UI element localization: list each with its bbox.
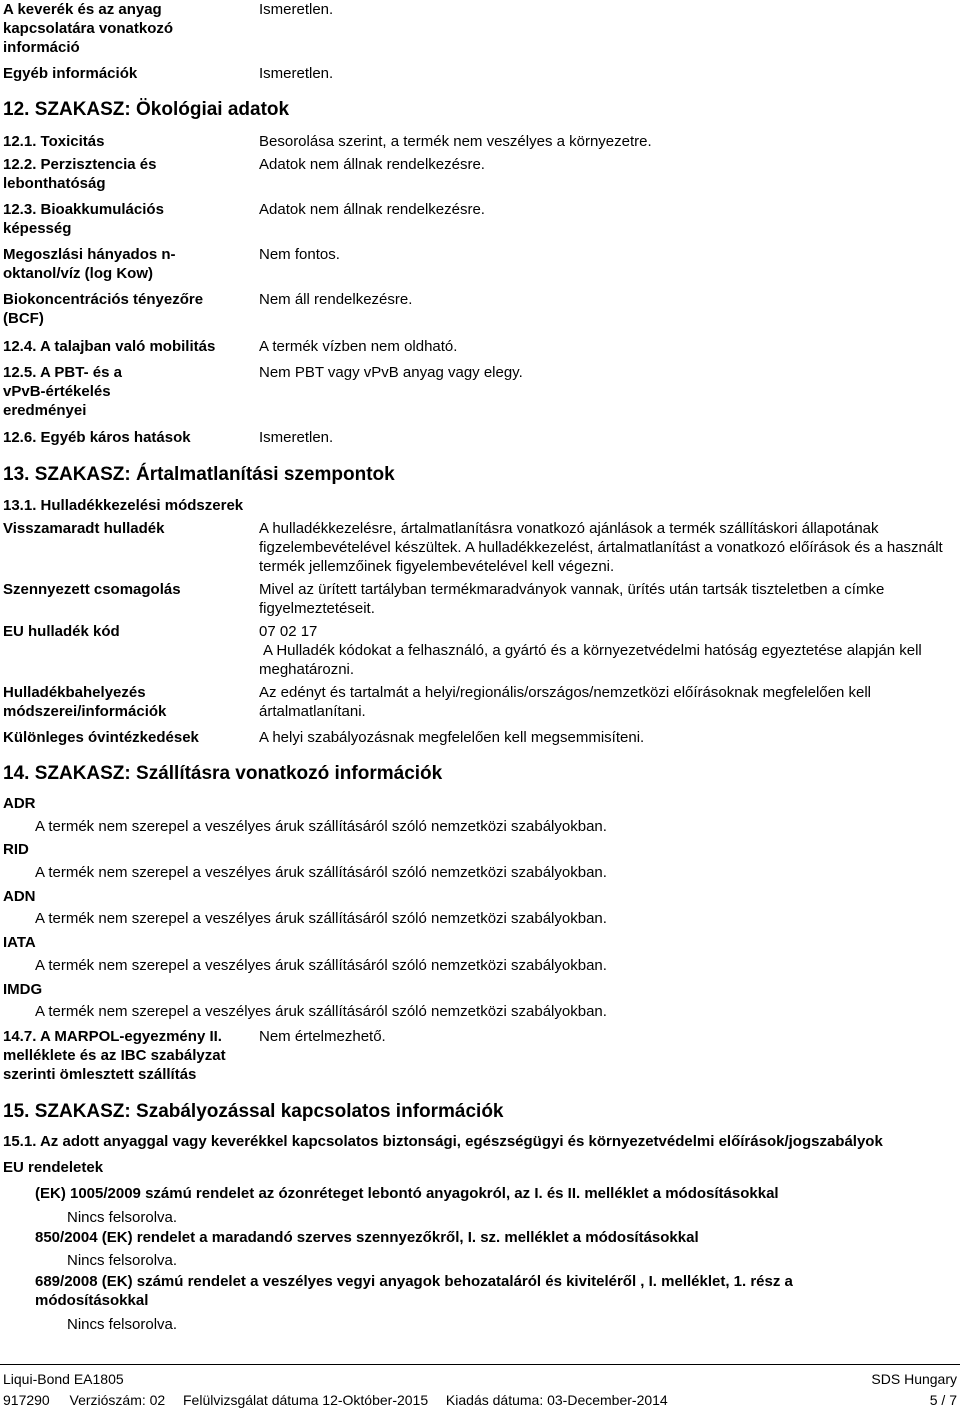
s13-label-packaging: Szennyezett csomagolás (3, 581, 181, 598)
s12-label-pbt: 12.5. A PBT- és a vPvB-értékelés eredményei (3, 364, 122, 419)
s13-value-precautions: A helyi szabályozásnak megfelelően kell megsemmisíteni. (259, 729, 645, 746)
s12-value-pbt: Nem PBT vagy vPvB anyag vagy elegy. (259, 364, 523, 381)
footer-page: 5 / 7 (929, 1392, 957, 1408)
s12-label-log-kow: Megoszlási hányados n-oktanol/víz (log Kow) (3, 246, 176, 282)
s15-reg-title: 689/2008 (EK) számú rendelet a veszélyes vegyi anyagok behozataláról és kiviteléről , I. melléklet, 1. rész a módosításokkal (35, 1273, 793, 1309)
footer-divider (0, 1364, 960, 1365)
s12-value-bcf: Nem áll rendelkezésre. (259, 291, 413, 308)
footer-code: 917290 (3, 1392, 50, 1408)
s12-label-bcf: Biokoncentrációs tényezőre (BCF) (3, 291, 204, 327)
s13-label-eu-code: EU hulladék kód (3, 623, 120, 640)
s14-mode-rid: RID (3, 841, 29, 858)
s13-value-residual: A hulladékkezelésre, ártalmatlanításra vonatkozó ajánlások a termék szállításkori állapotának figzelembevételével készültek. A hulladékkezelést, ártalmatlanítást a vonatkozó előírások és a használt termék jellemzőinek figyelembevételével kell végezni. (259, 520, 943, 575)
s11-label-mixture: A keverék és az anyag kapcsolatára vonatkozó információ (3, 1, 174, 56)
footer-product: Liqui-Bond EA1805 (3, 1371, 124, 1387)
s12-value-mobility: A termék vízben nem oldható. (259, 338, 458, 355)
s12-value-persistence: Adatok nem állnak rendelkezésre. (259, 156, 485, 173)
s14-text-adr: A termék nem szerepel a veszélyes áruk szállításáról szóló nemzetközi szabályokban. (35, 818, 607, 835)
s12-label-mobility: 12.4. A talajban való mobilitás (3, 338, 216, 355)
s14-mode-iata: IATA (3, 934, 36, 951)
s13-value-eu-code: A Hulladék kódokat a felhasználó, a gyártó és a környezetvédelmi hatóság egyeztetése alapján kell meghatározni. (259, 642, 922, 678)
section-13-heading: 13. SZAKASZ: Ártalmatlanítási szempontok (3, 464, 395, 485)
section-15-heading: 15. SZAKASZ: Szabályozással kapcsolatos információk (3, 1101, 504, 1122)
section-12-heading: 12. SZAKASZ: Ökológiai adatok (3, 99, 290, 120)
s14-mode-imdg: IMDG (3, 981, 43, 998)
footer-meta (3, 1391, 668, 1410)
s13-value-disposal: Az edényt és tartalmát a helyi/regionális/országos/nemzetközi előírásoknak megfelelően kell ártalmatlanítani. (259, 684, 871, 720)
s15-reg-title: 850/2004 (EK) rendelet a maradandó szerves szennyezőkről, I. sz. melléklet a módosításokkal (35, 1229, 699, 1246)
s12-value-other-effects: Ismeretlen. (259, 429, 334, 446)
s14-text-imdg: A termék nem szerepel a veszélyes áruk szállításáról szóló nemzetközi szabályokban. (35, 1003, 607, 1020)
s14-text-rid: A termék nem szerepel a veszélyes áruk szállításáról szóló nemzetközi szabályokban. (35, 864, 607, 881)
s12-value-bioaccumulation: Adatok nem állnak rendelkezésre. (259, 201, 485, 218)
footer-sds: SDS Hungary (871, 1371, 957, 1387)
s13-label-precautions: Különleges óvintézkedések (3, 729, 199, 746)
s14-text-adn: A termék nem szerepel a veszélyes áruk szállításáról szóló nemzetközi szabályokban. (35, 910, 607, 927)
s13-label-disposal: Hulladékbahelyezés módszerei/információk (3, 684, 167, 720)
s11-label-other: Egyéb információk (3, 65, 138, 82)
s11-value-mixture: Ismeretlen. (259, 1, 334, 18)
s12-label-toxicity: 12.1. Toxicitás (3, 133, 105, 150)
footer-revision: Felülvizsgálat dátuma 12-Október-2015 (183, 1392, 429, 1408)
s13-subheading: 13.1. Hulladékkezelési módszerek (3, 497, 244, 514)
s15-reg-value: Nincs felsorolva. (67, 1252, 178, 1269)
s12-value-toxicity: Besorolása szerint, a termék nem veszélyes a környezetre. (259, 133, 652, 150)
footer-version: Verziószám: 02 (69, 1392, 166, 1408)
s15-eu-regulations: EU rendeletek (3, 1159, 104, 1176)
s14-value-marpol: Nem értelmezhető. (259, 1028, 386, 1045)
s12-label-persistence: 12.2. Perzisztencia és lebonthatóság (3, 156, 157, 192)
footer-issue: Kiadás dátuma: 03-December-2014 (445, 1392, 668, 1408)
s12-label-bioaccumulation: 12.3. Bioakkumulációs képesség (3, 201, 164, 237)
s15-reg-title: (EK) 1005/2009 számú rendelet az ózonréteget lebontó anyagokról, az I. és II. melléklet a módosításokkal (35, 1185, 779, 1202)
s13-eu-code-value: 07 02 17 (259, 623, 318, 640)
s12-value-log-kow: Nem fontos. (259, 246, 340, 263)
section-14-heading: 14. SZAKASZ: Szállításra vonatkozó információk (3, 763, 443, 784)
s15-subheading: 15.1. Az adott anyaggal vagy keverékkel kapcsolatos biztonsági, egészségügyi és környezetvédelmi előírások/jogszabályok (3, 1133, 883, 1150)
s14-label-marpol: 14.7. A MARPOL-egyezmény II. melléklete és az IBC szabályzat szerinti ömlesztett szállítás (3, 1028, 226, 1083)
s14-mode-adn: ADN (3, 888, 36, 905)
s11-value-other: Ismeretlen. (259, 65, 334, 82)
s13-value-packaging: Mivel az ürített tartályban termékmaradványok vannak, ürítés után tartsák tiszteletben a címke figyelmeztetéseit. (259, 581, 885, 617)
s15-reg-value: Nincs felsorolva. (67, 1316, 178, 1333)
s12-label-other-effects: 12.6. Egyéb káros hatások (3, 429, 191, 446)
s13-label-residual: Visszamaradt hulladék (3, 520, 165, 537)
s14-mode-adr: ADR (3, 795, 36, 812)
s14-text-iata: A termék nem szerepel a veszélyes áruk szállításáról szóló nemzetközi szabályokban. (35, 957, 607, 974)
s15-reg-value: Nincs felsorolva. (67, 1209, 178, 1226)
